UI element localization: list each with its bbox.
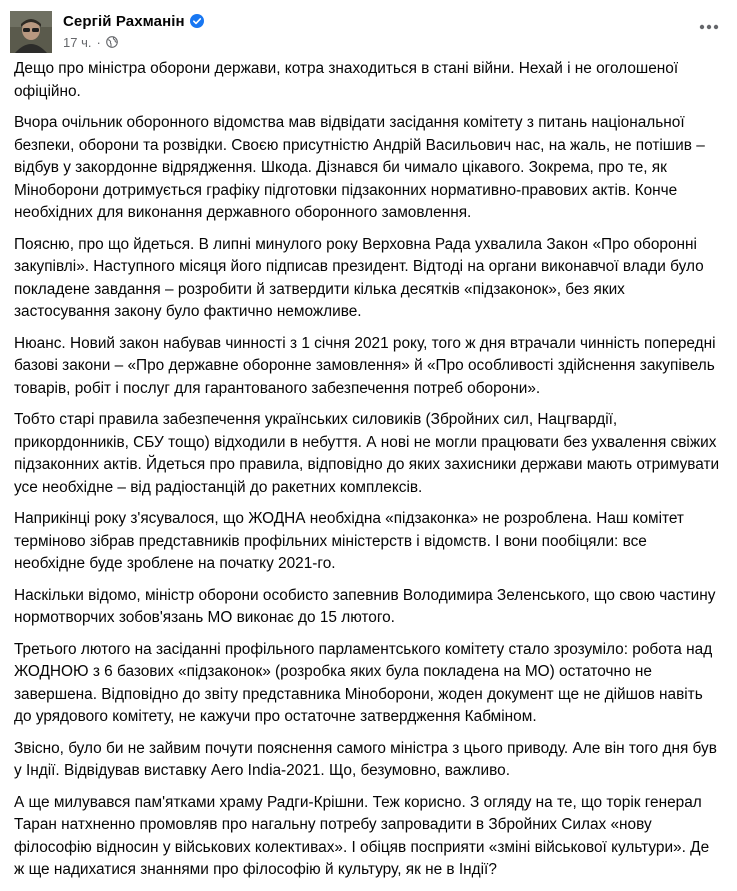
post-paragraph: Нюанс. Новий закон набував чинності з 1 січня 2021 року, того ж дня втрачали чинність попередні базові закони – «Про державне оборонне замовлення» й «Про особливості здійснення закупівель товарів, робіт і послуг для гарантованого забезпечення потреб оборони». [14, 334, 716, 397]
verified-badge-icon [190, 14, 204, 28]
post-paragraph: Наскільки відомо, міністр оборони особисто запевнив Володимира Зеленського, що свою частину нормотворчих зобов'язань МО виконає до 15 лютого. [14, 586, 716, 626]
post-paragraph: Вчора очільник оборонного відомства мав відвідати засідання комітету з питань національної безпеки, оборони та розвідки. Своєю присутністю Андрій Васильович нас, на жаль, не потішив – відбув у закордонне відрядження. Шкода. Дізнався би чимало цікавого. Зокрема, про те, як Міноборони дотримується графіку підготовки підзаконних нормативно-правових актів. Конче необхідних для виконання державного оборонного замовлення. [14, 114, 705, 221]
more-horizontal-icon [699, 24, 719, 30]
post-timestamp[interactable]: 17 ч. [63, 34, 92, 50]
profile-photo-icon [10, 11, 52, 53]
post-paragraph: Наприкінці року з'ясувалося, що ЖОДНА необхідна «підзаконка» не розроблена. Наш комітет терміново зібрав представників профільних міністерств і відомств. І вони пообіцяли: все необхідне буде зроблене на початку 2021-го. [14, 510, 684, 572]
separator-dot: · [96, 34, 101, 50]
post-header [10, 8, 204, 56]
avatar[interactable] [10, 11, 52, 53]
author-name[interactable]: Сергій Рахманін [63, 12, 185, 30]
more-options-button[interactable] [691, 9, 727, 45]
globe-icon[interactable] [106, 36, 118, 48]
post-paragraph: Третього лютого на засіданні профільного парламентського комітету стало зрозуміло: робота над ЖОДНОЮ з 6 базових «підзаконок» (розробка яких була покладена на МО) остаточно не завершена. Відповідно до звіту представника Міноборони, жоден документ ще не дійшов навіть до урядового комітету, не кажучи про остаточне затвердження Кабміном. [14, 640, 713, 725]
post-body [14, 58, 722, 891]
post-paragraph: Поясню, про що йдеться. В липні минулого року Верховна Рада ухвалила Закон «Про оборонні закупівлі». Наступного місяця його підписав президент. Відтоді на органи виконавчої влади було покладене завдання – розробити й затвердити кілька десятків «підзаконок», без яких застосування закону було фактично неможливе. [14, 235, 704, 320]
post-paragraph: А ще милувався пам'ятками храму Радги-Крішни. Теж корисно. З огляду на те, що торік генерал Таран натхненно промовляв про нагальну потребу запровадити в Збройних Силах «нову філософію відносин у військових колективах». І обіцяв посприяти «зміні військової культури». Де ж ще надихатися знаннями про філософію й культуру, як не в Індії? [14, 793, 710, 878]
post-paragraph: Дещо про міністра оборони держави, котра знаходиться в стані війни. Нехай і не оголошеної офіційно. [14, 60, 679, 100]
post-paragraph: Звісно, було би не зайвим почути пояснення самого міністра з цього приводу. Але він того дня був у Індії. Відвідував виставку Aero India-2021. Що, безумовно, важливо. [14, 739, 717, 779]
post-paragraph: Тобто старі правила забезпечення українських силовиків (Збройних сил, Нацгвардії, прикордонників, СБУ тощо) відходили в небуття. А нові не могли працювати без ухвалення свіжих підзаконних актів. Йдеться про правила, відповідно до яких захисники держави мають отримувати усе необхідне – від радіостанцій до ракетних комплексів. [14, 411, 720, 496]
